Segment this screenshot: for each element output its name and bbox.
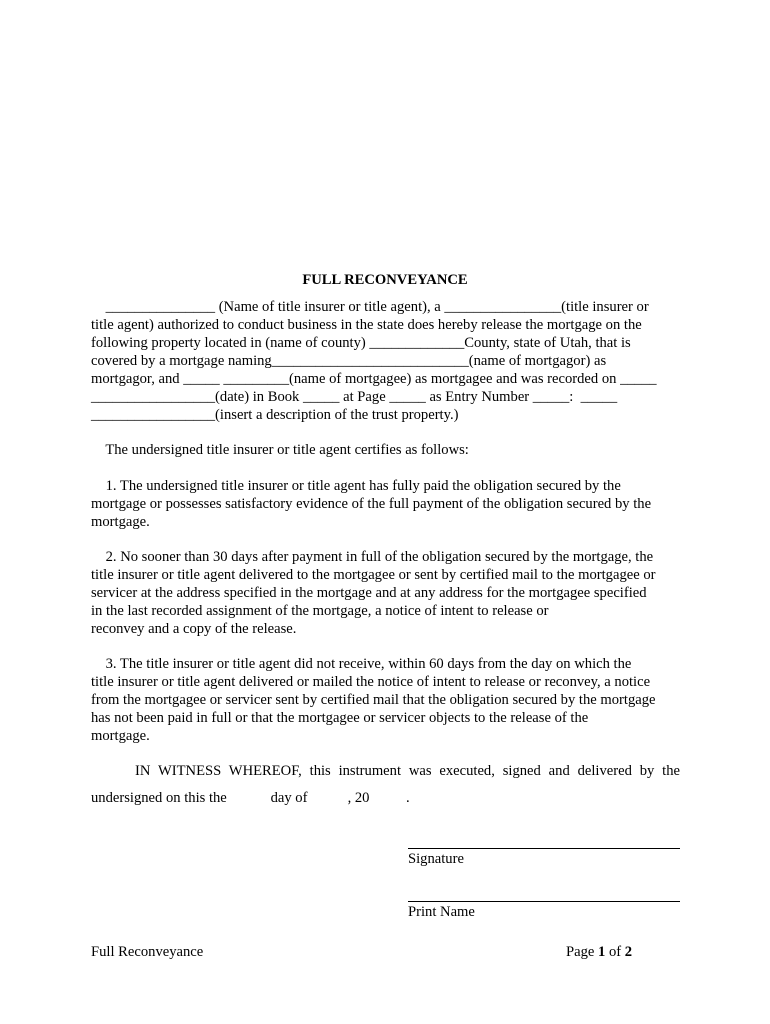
page-current: 1	[598, 944, 606, 960]
item-line: 2. No sooner than 30 days after payment in full of the obligation secured by the mortgage, the	[91, 549, 654, 565]
page-prefix: Page	[566, 944, 599, 960]
document-title: FULL RECONVEYANCE	[302, 272, 468, 288]
signature-line[interactable]	[408, 848, 680, 849]
certify-statement: The undersigned title insurer or title agent certifies as follows:	[91, 442, 469, 458]
item-line: in the last recorded assignment of the mortgage, a notice of intent to release or	[91, 603, 549, 619]
item-line: mortgage.	[91, 728, 150, 744]
item-line: has not been paid in full or that the mortgagee or servicer objects to the release of the	[91, 710, 589, 726]
item-line: mortgage.	[91, 514, 150, 530]
item-line: title insurer or title agent delivered to the mortgagee or sent by certified mail to the mortgagee or	[91, 567, 656, 583]
footer-page-number	[566, 944, 632, 961]
intro-line: _______________ (Name of title insurer or title agent), a ________________(title insurer or	[91, 299, 649, 315]
item-line: from the mortgagee or servicer sent by certified mail that the obligation secured by the mortgage	[91, 692, 656, 708]
intro-line: mortgagor, and _____ _________(name of mortgagee) as mortgagee and was recorded on _____	[91, 371, 657, 387]
item-line: title insurer or title agent delivered or mailed the notice of intent to release or reconvey, a notice	[91, 674, 651, 690]
witness-date-line: undersigned on this the day of , 20 .	[91, 790, 410, 806]
item-line: reconvey and a copy of the release.	[91, 621, 297, 637]
intro-line: _________________(date) in Book _____ at Page _____ as Entry Number _____: _____	[91, 389, 618, 405]
intro-line: covered by a mortgage naming___________________________(name of mortgagor) as	[91, 353, 607, 369]
intro-line: title agent) authorized to conduct business in the state does hereby release the mortgage on the	[91, 317, 642, 333]
footer-document-name: Full Reconveyance	[91, 944, 204, 960]
item-line: servicer at the address specified in the mortgage and at any address for the mortgagee specified	[91, 585, 647, 601]
print-name-line[interactable]	[408, 901, 680, 902]
item-line: 3. The title insurer or title agent did not receive, within 60 days from the day on which the	[91, 656, 632, 672]
intro-line: _________________(insert a description of the trust property.)	[91, 407, 459, 423]
signature-label: Signature	[408, 851, 464, 867]
print-name-label: Print Name	[408, 904, 475, 920]
item-line: mortgage or possesses satisfactory evidence of the full payment of the obligation secured by the	[91, 496, 652, 512]
page-total: 2	[624, 944, 633, 960]
intro-line: following property located in (name of county) _____________County, state of Utah, that is	[91, 335, 631, 351]
item-line: 1. The undersigned title insurer or title agent has fully paid the obligation secured by the	[91, 478, 621, 494]
witness-line: IN WITNESS WHEREOF, this instrument was executed, signed and delivered by the	[135, 763, 680, 779]
page-of: of	[605, 944, 625, 960]
